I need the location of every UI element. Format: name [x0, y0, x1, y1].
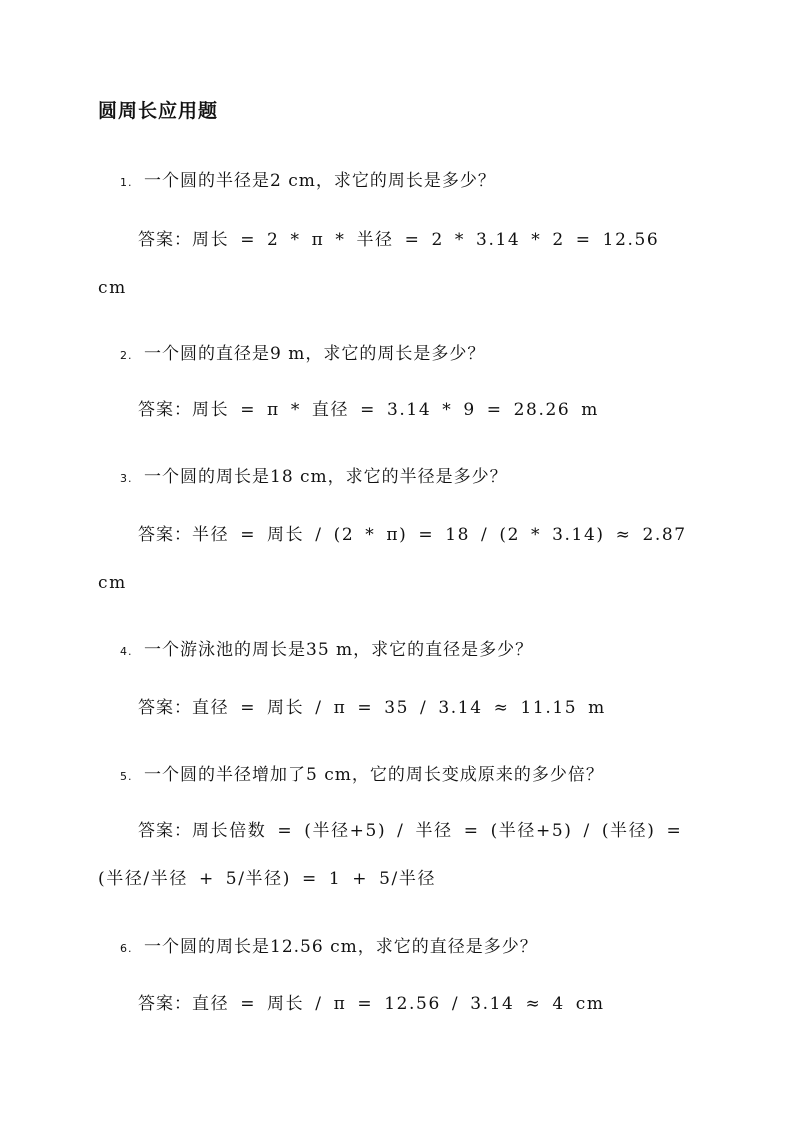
- question-number: 5.: [120, 770, 133, 783]
- question-text: 一个圆的直径是9 m，求它的周长是多少？: [144, 344, 486, 364]
- answer-text: 周长 = π * 直径 = 3.14 * 9 = 28.26 m: [192, 400, 600, 420]
- question-4: [120, 635, 533, 660]
- question-number: 3.: [120, 472, 133, 485]
- answer-text: 周长 = 2 * π * 半径 = 2 * 3.14 * 2 = 12.56 cm: [98, 230, 660, 298]
- question-text: 一个游泳池的周长是35 m，求它的直径是多少？: [144, 640, 534, 660]
- answer-6: [98, 980, 698, 1028]
- answer-label: 答案：: [138, 821, 192, 841]
- answer-2: [98, 386, 698, 434]
- answer-text: 直径 = 周长 / π = 12.56 / 3.14 ≈ 4 cm: [192, 994, 605, 1014]
- answer-label: 答案：: [138, 994, 192, 1014]
- answer-text: 半径 = 周长 / (2 * π) = 18 / (2 * 3.14) ≈ 2.87 cm: [98, 525, 687, 593]
- answer-label: 答案：: [138, 230, 192, 250]
- question-text: 一个圆的半径是2 cm，求它的周长是多少？: [144, 171, 496, 191]
- question-1: [120, 166, 496, 191]
- answer-text: 直径 = 周长 / π = 35 / 3.14 ≈ 11.15 m: [192, 698, 606, 718]
- question-number: 2.: [120, 349, 133, 362]
- question-number: 4.: [120, 645, 133, 658]
- answer-5: [98, 807, 698, 903]
- question-text: 一个圆的周长是18 cm，求它的半径是多少？: [144, 467, 508, 487]
- document-title: 圆周长应用题: [98, 100, 219, 122]
- question-2: [120, 339, 485, 364]
- question-number: 1.: [120, 176, 133, 189]
- question-6: [120, 932, 538, 957]
- answer-label: 答案：: [138, 698, 192, 718]
- answer-3: [98, 511, 698, 607]
- answer-text: 周长倍数 = (半径+5) / 半径 = (半径+5) / (半径) = (半径/半径 + 5/半径) = 1 + 5/半径: [98, 821, 683, 889]
- question-text: 一个圆的周长是12.56 cm，求它的直径是多少？: [144, 937, 538, 957]
- answer-1: [98, 216, 698, 312]
- question-text: 一个圆的半径增加了5 cm，它的周长变成原来的多少倍？: [144, 765, 604, 785]
- question-5: [120, 760, 604, 785]
- answer-label: 答案：: [138, 525, 192, 545]
- answer-label: 答案：: [138, 400, 192, 420]
- answer-4: [98, 684, 698, 732]
- question-3: [120, 462, 508, 487]
- question-number: 6.: [120, 942, 133, 955]
